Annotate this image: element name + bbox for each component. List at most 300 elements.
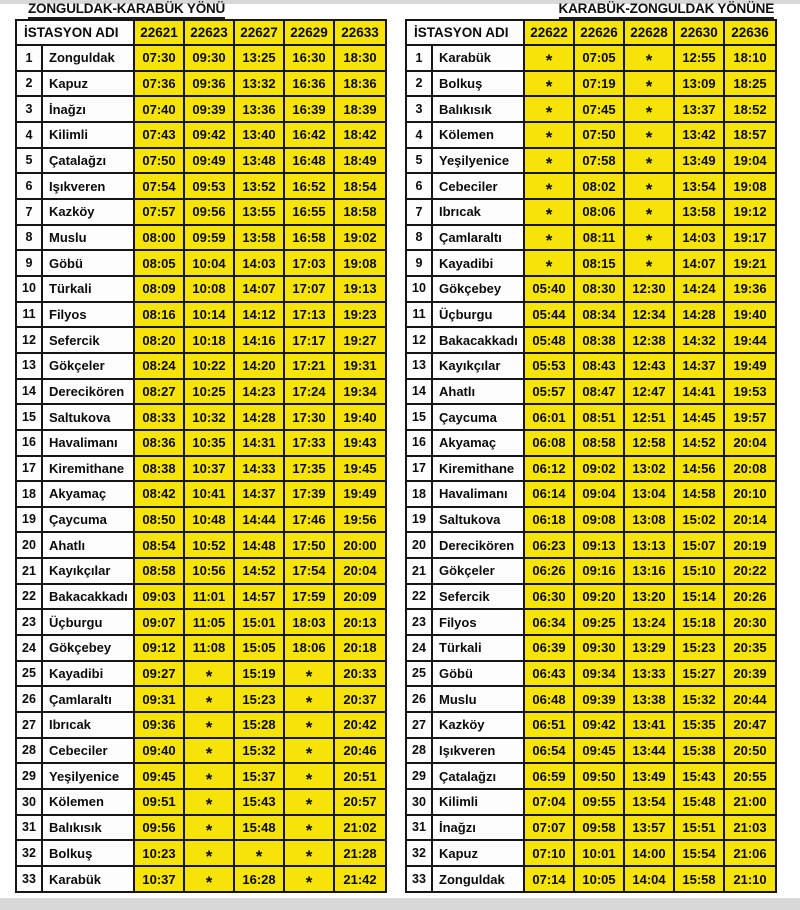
station-order-cell: 19 <box>406 507 432 533</box>
no-stop-cell <box>184 840 234 866</box>
departure-time-cell <box>574 353 624 379</box>
departure-time-cell <box>134 840 184 866</box>
departure-time: 20:57 <box>343 794 377 810</box>
departure-time-cell <box>724 815 776 841</box>
station-order-cell: 4 <box>406 122 432 148</box>
no-stop-cell <box>624 148 674 174</box>
no-stop-cell <box>624 45 674 71</box>
departure-time: 19:57 <box>733 409 767 425</box>
departure-time: 13:49 <box>682 152 716 168</box>
departure-time: 10:25 <box>192 383 226 399</box>
departure-time: 20:19 <box>733 537 767 553</box>
departure-time-cell <box>234 71 284 97</box>
departure-time: 09:02 <box>582 460 616 476</box>
departure-time-cell <box>334 148 386 174</box>
departure-time: 18:03 <box>292 614 326 630</box>
station-name-cell: Filyos <box>432 609 524 635</box>
station-name-cell: Gökçeler <box>432 558 524 584</box>
no-stop-cell <box>184 712 234 738</box>
departure-time-cell <box>134 507 184 533</box>
departure-time: 09:50 <box>582 768 616 784</box>
table-row <box>16 148 386 174</box>
departure-time: 05:40 <box>532 281 566 297</box>
departure-time: 14:45 <box>682 409 716 425</box>
table-row <box>406 686 776 712</box>
departure-time-cell <box>284 276 334 302</box>
departure-time: 19:08 <box>733 178 767 194</box>
departure-time-cell <box>524 609 574 635</box>
departure-time-cell <box>234 404 284 430</box>
departure-time-cell <box>234 379 284 405</box>
departure-time-cell <box>184 327 234 353</box>
no-stop-cell <box>624 71 674 97</box>
departure-time-cell <box>674 481 724 507</box>
no-stop-mark: * <box>305 821 313 841</box>
no-stop-cell <box>284 815 334 841</box>
station-order-cell: 10 <box>16 276 42 302</box>
departure-time-cell <box>134 866 184 892</box>
departure-time-cell <box>184 173 234 199</box>
no-stop-mark: * <box>305 769 313 789</box>
station-name-cell: Yeşilyenice <box>42 763 134 789</box>
table-row <box>406 789 776 815</box>
departure-time: 15:18 <box>682 614 716 630</box>
station-order-cell: 7 <box>16 199 42 225</box>
station-name-cell: Kapuz <box>42 71 134 97</box>
left-table-title <box>28 1 225 19</box>
train-number-header: 22623 <box>184 20 234 45</box>
no-stop-mark: * <box>205 744 213 764</box>
departure-time-cell <box>134 430 184 456</box>
departure-time: 11:01 <box>192 589 226 605</box>
station-order-cell: 27 <box>406 712 432 738</box>
departure-time-cell <box>234 122 284 148</box>
departure-time-cell <box>334 96 386 122</box>
departure-time-cell <box>334 558 386 584</box>
table-row <box>16 122 386 148</box>
departure-time: 07:05 <box>582 50 616 66</box>
departure-time: 15:23 <box>242 691 276 707</box>
departure-time: 09:08 <box>582 512 616 528</box>
station-name-cell: Gökçebey <box>42 635 134 661</box>
departure-time: 06:54 <box>532 743 566 759</box>
departure-time: 13:49 <box>632 768 666 784</box>
departure-time: 18:54 <box>343 178 377 194</box>
train-number-header: 22636 <box>724 20 776 45</box>
departure-time: 13:13 <box>632 537 666 553</box>
departure-time-cell <box>624 532 674 558</box>
departure-time-cell <box>574 173 624 199</box>
departure-time-cell <box>524 866 574 892</box>
departure-time-cell <box>674 686 724 712</box>
departure-time-cell <box>574 763 624 789</box>
departure-time: 14:44 <box>242 512 276 528</box>
departure-time-cell <box>234 481 284 507</box>
no-stop-mark: * <box>545 179 553 199</box>
no-stop-mark: * <box>645 230 653 250</box>
departure-time-cell <box>284 199 334 225</box>
table-row <box>16 815 386 841</box>
departure-time-cell <box>234 532 284 558</box>
station-name-cell: Kazköy <box>42 199 134 225</box>
departure-time: 11:08 <box>192 640 226 656</box>
departure-time: 09:07 <box>142 614 176 630</box>
departure-time-cell <box>184 148 234 174</box>
departure-time: 14:58 <box>682 486 716 502</box>
station-order-cell: 2 <box>16 71 42 97</box>
station-order-cell: 11 <box>16 302 42 328</box>
departure-time-cell <box>524 712 574 738</box>
departure-time: 09:25 <box>582 614 616 630</box>
departure-time-cell <box>574 302 624 328</box>
departure-time-cell <box>134 661 184 687</box>
no-stop-mark: * <box>645 51 653 71</box>
departure-time: 12:43 <box>632 358 666 374</box>
departure-time: 20:55 <box>733 768 767 784</box>
departure-time-cell <box>574 148 624 174</box>
departure-time: 13:42 <box>682 127 716 143</box>
departure-time: 07:58 <box>582 152 616 168</box>
departure-time: 13:48 <box>242 152 276 168</box>
departure-time: 15:01 <box>242 614 276 630</box>
departure-time-cell <box>234 456 284 482</box>
table-row <box>16 584 386 610</box>
departure-time: 06:30 <box>532 589 566 605</box>
departure-time-cell <box>524 302 574 328</box>
departure-time-cell <box>134 712 184 738</box>
station-name-cell: Derecikören <box>432 532 524 558</box>
departure-time: 06:18 <box>532 512 566 528</box>
departure-time: 08:50 <box>142 512 176 528</box>
departure-time: 17:33 <box>292 435 326 451</box>
station-order-cell: 23 <box>16 609 42 635</box>
station-order-cell: 1 <box>406 45 432 71</box>
station-name-cell: Işıkveren <box>432 738 524 764</box>
departure-time: 05:57 <box>532 383 566 399</box>
table-row <box>16 96 386 122</box>
station-name-cell: Havalimanı <box>432 481 524 507</box>
departure-time: 20:33 <box>343 666 377 682</box>
departure-time-cell <box>574 686 624 712</box>
departure-time-cell <box>724 532 776 558</box>
header-row <box>406 20 776 45</box>
departure-time: 14:04 <box>632 871 666 887</box>
table-row <box>406 379 776 405</box>
departure-time-cell <box>134 609 184 635</box>
departure-time-cell <box>524 327 574 353</box>
departure-time-cell <box>284 96 334 122</box>
station-order-cell: 14 <box>406 379 432 405</box>
departure-time-cell <box>624 558 674 584</box>
departure-time: 08:47 <box>582 383 616 399</box>
departure-time: 10:41 <box>192 486 226 502</box>
station-order-cell: 28 <box>16 738 42 764</box>
no-stop-mark: * <box>305 667 313 687</box>
station-order-cell: 8 <box>16 225 42 251</box>
station-name-cell: Cebeciler <box>42 738 134 764</box>
departure-time-cell <box>724 353 776 379</box>
station-order-cell: 5 <box>406 148 432 174</box>
no-stop-mark: * <box>645 153 653 173</box>
departure-time: 19:12 <box>733 204 767 220</box>
departure-time-cell <box>624 456 674 482</box>
departure-time: 19:53 <box>733 383 767 399</box>
departure-time: 14:33 <box>242 460 276 476</box>
departure-time: 13:09 <box>682 75 716 91</box>
departure-time-cell <box>234 558 284 584</box>
departure-time: 09:03 <box>142 589 176 605</box>
departure-time-cell <box>724 225 776 251</box>
station-order-cell: 26 <box>16 686 42 712</box>
departure-time-cell <box>724 738 776 764</box>
departure-time: 15:10 <box>682 563 716 579</box>
table-row <box>16 456 386 482</box>
departure-time: 20:35 <box>733 640 767 656</box>
no-stop-mark: * <box>645 76 653 96</box>
departure-time: 14:28 <box>242 409 276 425</box>
departure-time-cell <box>184 225 234 251</box>
departure-time: 13:55 <box>242 204 276 220</box>
departure-time-cell <box>724 635 776 661</box>
departure-time: 17:13 <box>292 306 326 322</box>
departure-time-cell <box>574 507 624 533</box>
departure-time: 10:56 <box>192 563 226 579</box>
departure-time: 18:57 <box>733 127 767 143</box>
departure-time-cell <box>234 225 284 251</box>
departure-time: 18:42 <box>343 127 377 143</box>
departure-time-cell <box>234 866 284 892</box>
departure-time-cell <box>134 199 184 225</box>
departure-time: 14:07 <box>242 281 276 297</box>
departure-time-cell <box>184 532 234 558</box>
departure-time: 09:20 <box>582 589 616 605</box>
table-row <box>406 225 776 251</box>
departure-time: 08:11 <box>582 229 616 245</box>
departure-time: 10:18 <box>192 332 226 348</box>
departure-time-cell <box>184 430 234 456</box>
departure-time-cell <box>184 584 234 610</box>
departure-time: 15:54 <box>682 845 716 861</box>
departure-time: 10:37 <box>192 460 226 476</box>
no-stop-cell <box>524 173 574 199</box>
departure-time: 08:51 <box>582 409 616 425</box>
departure-time: 12:58 <box>632 435 666 451</box>
table-row <box>16 45 386 71</box>
table-row <box>406 763 776 789</box>
departure-time-cell <box>724 404 776 430</box>
departure-time: 15:58 <box>682 871 716 887</box>
departure-time-cell <box>334 609 386 635</box>
departure-time: 19:08 <box>343 255 377 271</box>
departure-time-cell <box>674 379 724 405</box>
departure-time-cell <box>334 507 386 533</box>
departure-time-cell <box>724 661 776 687</box>
departure-time: 08:16 <box>142 306 176 322</box>
departure-time: 07:04 <box>532 794 566 810</box>
departure-time-cell <box>624 327 674 353</box>
departure-time-cell <box>284 122 334 148</box>
no-stop-mark: * <box>205 692 213 712</box>
station-order-cell: 29 <box>16 763 42 789</box>
departure-time: 08:02 <box>582 178 616 194</box>
departure-time-cell <box>574 430 624 456</box>
departure-time: 09:39 <box>192 101 226 117</box>
no-stop-mark: * <box>545 230 553 250</box>
departure-time: 18:36 <box>343 75 377 91</box>
departure-time: 07:19 <box>582 75 616 91</box>
departure-time-cell <box>674 353 724 379</box>
station-order-cell: 3 <box>406 96 432 122</box>
departure-time: 13:54 <box>632 794 666 810</box>
table-row <box>16 507 386 533</box>
station-name-cell: Ahatlı <box>432 379 524 405</box>
departure-time-cell <box>234 148 284 174</box>
departure-time: 07:50 <box>142 152 176 168</box>
departure-time-cell <box>234 584 284 610</box>
table-row <box>406 815 776 841</box>
departure-time-cell <box>624 609 674 635</box>
station-name-cell: Sefercik <box>432 584 524 610</box>
departure-time-cell <box>524 558 574 584</box>
station-order-cell: 10 <box>406 276 432 302</box>
departure-time-cell <box>284 430 334 456</box>
departure-time-cell <box>574 738 624 764</box>
departure-time: 15:02 <box>682 512 716 528</box>
departure-time-cell <box>234 353 284 379</box>
station-name-cell: Kölemen <box>42 789 134 815</box>
departure-time: 18:58 <box>343 204 377 220</box>
departure-time-cell <box>624 738 674 764</box>
station-order-cell: 20 <box>16 532 42 558</box>
departure-time: 12:38 <box>632 332 666 348</box>
departure-time: 10:23 <box>142 845 176 861</box>
departure-time-cell <box>334 584 386 610</box>
departure-time: 20:42 <box>343 717 377 733</box>
departure-time-cell <box>724 276 776 302</box>
departure-time-cell <box>724 686 776 712</box>
no-stop-mark: * <box>645 128 653 148</box>
departure-time-cell <box>674 148 724 174</box>
departure-time-cell <box>284 532 334 558</box>
station-order-cell: 27 <box>16 712 42 738</box>
departure-time-cell <box>574 815 624 841</box>
departure-time: 12:55 <box>682 50 716 66</box>
station-order-cell: 17 <box>16 456 42 482</box>
table-row <box>16 738 386 764</box>
departure-time-cell <box>334 122 386 148</box>
departure-time-cell <box>334 250 386 276</box>
departure-time-cell <box>234 738 284 764</box>
no-stop-cell <box>184 815 234 841</box>
station-order-cell: 24 <box>16 635 42 661</box>
departure-time-cell <box>574 584 624 610</box>
departure-time-cell <box>674 199 724 225</box>
departure-time-cell <box>724 584 776 610</box>
departure-time: 20:37 <box>343 691 377 707</box>
departure-time: 09:16 <box>582 563 616 579</box>
departure-time: 07:50 <box>582 127 616 143</box>
station-name-cell: Akyamaç <box>432 430 524 456</box>
station-name-cell: Türkali <box>432 635 524 661</box>
departure-time-cell <box>284 481 334 507</box>
departure-time: 14:37 <box>682 358 716 374</box>
departure-time-cell <box>674 302 724 328</box>
station-order-cell: 24 <box>406 635 432 661</box>
departure-time: 11:05 <box>192 614 226 630</box>
departure-time: 09:42 <box>582 717 616 733</box>
departure-time-cell <box>284 609 334 635</box>
station-order-cell: 25 <box>16 661 42 687</box>
departure-time: 07:07 <box>532 820 566 836</box>
departure-time: 19:23 <box>343 306 377 322</box>
departure-time: 16:28 <box>242 871 276 887</box>
departure-time: 13:32 <box>242 75 276 91</box>
departure-time-cell <box>574 840 624 866</box>
departure-time-cell <box>134 635 184 661</box>
train-number-header: 22626 <box>574 20 624 45</box>
no-stop-cell <box>524 199 574 225</box>
departure-time: 14:56 <box>682 460 716 476</box>
departure-time-cell <box>574 866 624 892</box>
departure-time: 09:39 <box>582 691 616 707</box>
departure-time-cell <box>724 45 776 71</box>
station-name-cell: Gökçebey <box>432 276 524 302</box>
departure-time: 07:36 <box>142 75 176 91</box>
departure-time: 13:02 <box>632 460 666 476</box>
departure-time: 20:00 <box>343 537 377 553</box>
departure-time-cell <box>624 712 674 738</box>
bottom-edge-bar <box>0 898 800 910</box>
departure-time-cell <box>334 404 386 430</box>
departure-time: 15:32 <box>242 743 276 759</box>
station-order-cell: 23 <box>406 609 432 635</box>
station-name-cell: Gökçeler <box>42 353 134 379</box>
departure-time: 21:02 <box>343 820 377 836</box>
departure-time: 08:58 <box>142 563 176 579</box>
table-row <box>16 866 386 892</box>
departure-time-cell <box>134 763 184 789</box>
departure-time-cell <box>284 507 334 533</box>
departure-time: 14:16 <box>242 332 276 348</box>
no-stop-cell <box>624 225 674 251</box>
table-row <box>16 661 386 687</box>
departure-time-cell <box>184 456 234 482</box>
table-row <box>406 532 776 558</box>
station-order-cell: 32 <box>406 840 432 866</box>
departure-time-cell <box>184 507 234 533</box>
departure-time: 13:40 <box>242 127 276 143</box>
departure-time-cell <box>184 250 234 276</box>
station-order-cell: 21 <box>406 558 432 584</box>
no-stop-cell <box>184 866 234 892</box>
departure-time-cell <box>574 276 624 302</box>
departure-time: 10:52 <box>192 537 226 553</box>
table-row <box>16 532 386 558</box>
departure-time-cell <box>284 173 334 199</box>
departure-time: 16:36 <box>292 75 326 91</box>
departure-time: 20:39 <box>733 666 767 682</box>
departure-time-cell <box>184 302 234 328</box>
departure-time: 06:39 <box>532 640 566 656</box>
departure-time-cell <box>334 635 386 661</box>
departure-time-cell <box>624 276 674 302</box>
departure-time-cell <box>624 866 674 892</box>
departure-time: 07:10 <box>532 845 566 861</box>
departure-time-cell <box>234 199 284 225</box>
station-order-cell: 29 <box>406 763 432 789</box>
table-row <box>406 507 776 533</box>
departure-time-cell <box>334 225 386 251</box>
